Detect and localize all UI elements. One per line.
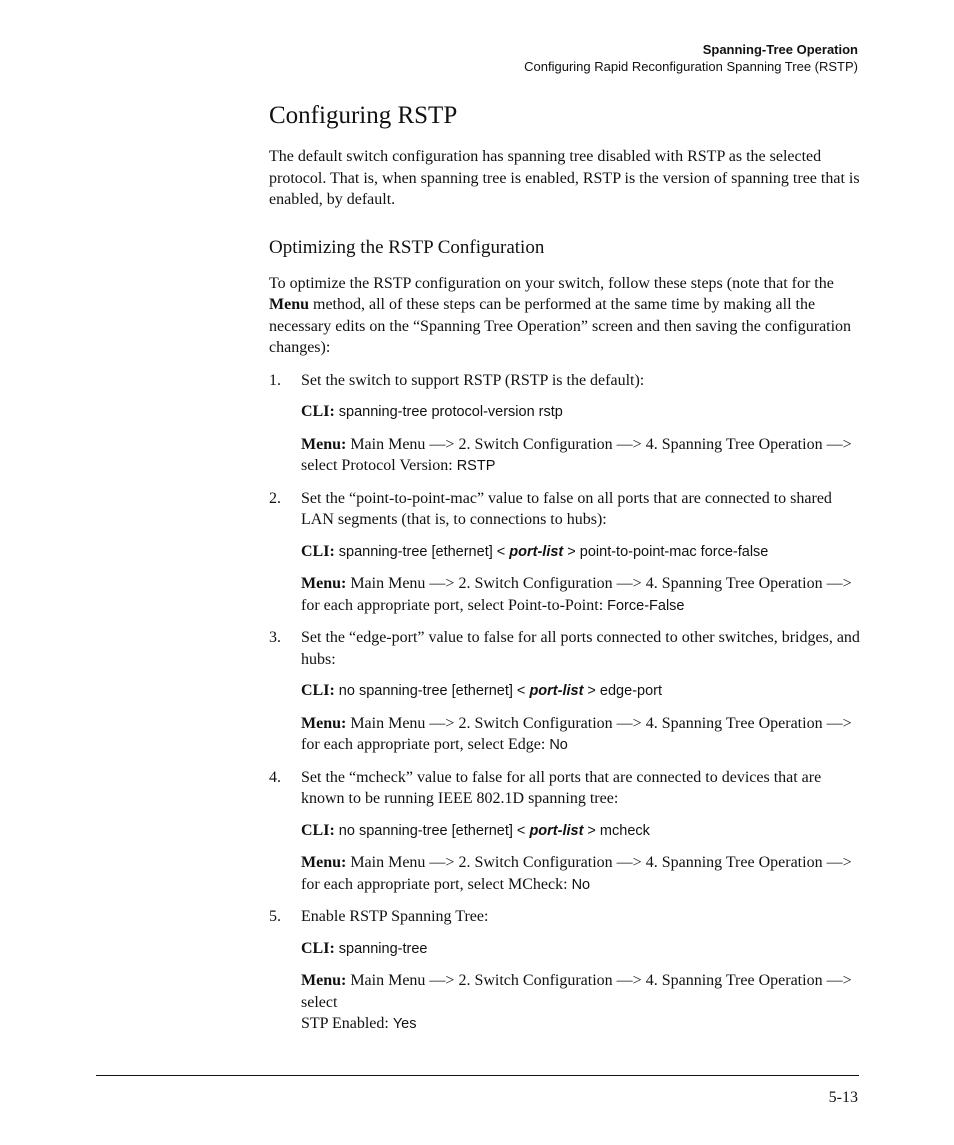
cli-label: CLI: [301, 403, 335, 420]
menu-path [301, 573, 861, 617]
menu-path [301, 852, 861, 896]
menu-value: Yes [392, 1016, 417, 1032]
menu-value: Force-False [607, 597, 685, 614]
menu-path [301, 970, 861, 1036]
cli-param: port-list [509, 543, 564, 560]
optimize-paragraph [269, 273, 861, 359]
menu-text: Main Menu —> 2. Switch Configuration —> 4. Spanning Tree Operation —> for each appropriate port, select Edge: [301, 714, 852, 753]
step-number: 2. [269, 489, 281, 507]
menu-label: Menu: [301, 435, 347, 453]
menu-text: Main Menu —> 2. Switch Configuration —> 4. Spanning Tree Operation —> select Protocol Version: [301, 435, 852, 474]
steps-list [269, 370, 861, 1036]
menu-label: Menu: [301, 972, 347, 989]
menu-label: Menu: [301, 575, 347, 592]
menu-path [301, 713, 861, 757]
step-text: Enable RSTP Spanning Tree: [301, 908, 489, 925]
cli-label: CLI: [301, 682, 335, 699]
step-text: Set the “point-to-point-mac” value to false on all ports that are connected to shared LAN segments (that is, to connections to hubs): [301, 489, 832, 528]
step-number: 5. [269, 908, 281, 925]
cli-command [301, 680, 861, 703]
cli-text: spanning-tree protocol-version rstp [338, 404, 563, 420]
cli-command [301, 820, 861, 843]
step-text: Set the switch to support RSTP (RSTP is the default): [301, 371, 645, 389]
menu-label: Menu: [301, 714, 347, 732]
cli-text: no spanning-tree [ethernet] < [338, 683, 530, 699]
menu-text: Main Menu —> 2. Switch Configuration —> 4. Spanning Tree Operation —> for each appropriate port, select Point-to-Point: [301, 575, 852, 614]
step-number: 1. [269, 371, 281, 389]
cli-param: port-list [529, 822, 584, 839]
optimize-text-after: method, all of these steps can be performed at the same time by making all the necessary edits on the “Spanning Tree Operation” screen and then saving the configuration changes): [269, 296, 852, 356]
step-text: Set the “edge-port” value to false for all ports connected to other switches, bridges, and hubs: [301, 629, 860, 668]
section-title: Configuring Rapid Reconfiguration Spanning Tree (RSTP) [524, 59, 858, 74]
optimize-text-before: To optimize the RSTP configuration on your switch, follow these steps (note that for the [269, 274, 834, 292]
menu-text: Main Menu —> 2. Switch Configuration —> 4. Spanning Tree Operation —> for each appropriate port, select MCheck: [301, 854, 852, 893]
page-title: Configuring RSTP [269, 102, 458, 129]
cli-text: spanning-tree [ethernet] < [338, 543, 510, 560]
step-number: 4. [269, 768, 281, 786]
cli-param: port-list [529, 683, 584, 699]
cli-label: CLI: [301, 821, 335, 839]
step-item [269, 767, 861, 897]
menu-value: No [549, 737, 568, 753]
cli-label: CLI: [301, 542, 335, 560]
intro-paragraph: The default switch configuration has spanning tree disabled with RSTP as the selected protocol. That is, when spanning tree is enabled, RSTP is the version of spanning tree that is enabled, by default. [269, 148, 860, 208]
cli-command [301, 938, 861, 961]
cli-label: CLI: [301, 939, 335, 957]
step-item [269, 906, 861, 1036]
step-item [269, 370, 861, 478]
menu-label: Menu: [301, 854, 347, 871]
chapter-title: Spanning-Tree Operation [702, 42, 858, 57]
cli-command [301, 401, 861, 424]
subheading: Optimizing the RSTP Configuration [269, 236, 545, 258]
running-header [524, 41, 858, 75]
menu-value: RSTP [456, 458, 496, 474]
cli-command [301, 541, 861, 564]
page-number: 5-13 [828, 1089, 858, 1106]
step-item [269, 627, 861, 757]
menu-path [301, 434, 861, 478]
footer-rule [96, 1075, 859, 1076]
optimize-text-bold: Menu [269, 296, 309, 313]
cli-text: spanning-tree [338, 940, 428, 957]
step-text: Set the “mcheck” value to false for all ports that are connected to devices that are known to be running IEEE 802.1D spanning tree: [301, 768, 822, 807]
cli-text-after: > point-to-point-mac force-false [563, 543, 769, 560]
step-item [269, 488, 861, 618]
menu-text-line2: STP Enabled: [301, 1015, 393, 1032]
page-content [269, 99, 861, 1036]
cli-text-after: > edge-port [583, 683, 663, 699]
cli-text: no spanning-tree [ethernet] < [338, 822, 530, 839]
menu-value: No [571, 876, 591, 893]
step-number: 3. [269, 629, 281, 646]
menu-text: Main Menu —> 2. Switch Configuration —> 4. Spanning Tree Operation —> select [301, 972, 852, 1011]
cli-text-after: > mcheck [583, 822, 650, 839]
